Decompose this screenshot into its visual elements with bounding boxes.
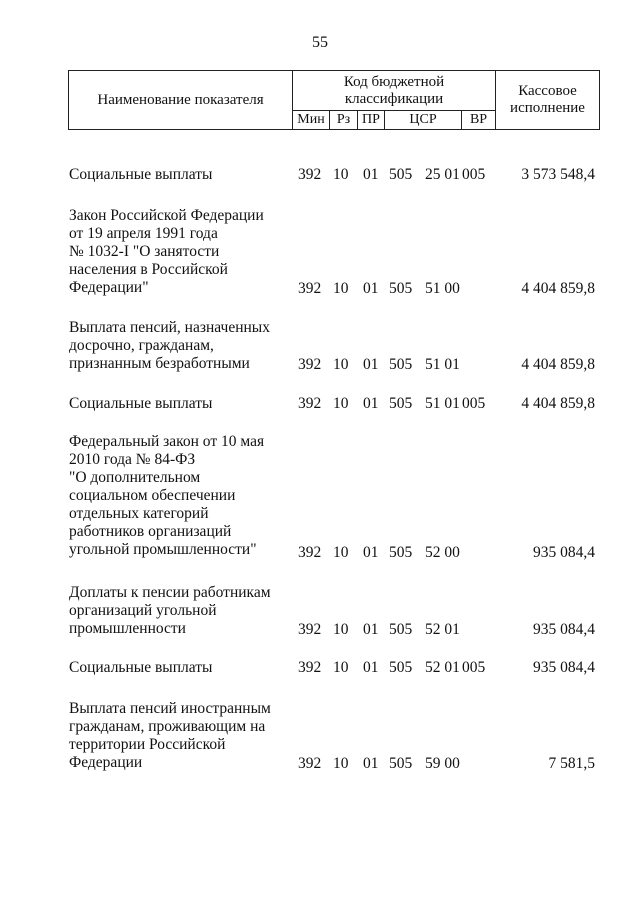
cell-amount: 4 404 859,8 — [521, 395, 595, 412]
cell-pr: 01 — [363, 755, 379, 772]
header-min: Мин — [292, 110, 330, 130]
cell-csr-suffix: 51 01 — [425, 356, 460, 373]
header-rz: Рз — [329, 110, 358, 130]
row-label: Выплата пенсий, назначенных досрочно, гражданам, признанным безработными — [69, 319, 270, 372]
cell-csr-prefix: 505 — [389, 395, 413, 412]
cell-min: 392 — [298, 395, 322, 412]
cell-rz: 10 — [333, 621, 349, 638]
header-vr: ВР — [461, 110, 496, 130]
row-label: Выплата пенсий иностранным гражданам, проживающим на территории Российской Федерации — [69, 700, 271, 771]
row-label: Закон Российской Федерации от 19 апреля 1991 года № 1032-I "О занятости населения в Российской Федерации" — [69, 207, 264, 296]
cell-amount: 4 404 859,8 — [521, 280, 595, 297]
cell-min: 392 — [298, 621, 322, 638]
cell-min: 392 — [298, 280, 322, 297]
header-budget-code: Код бюджетной классификации — [292, 70, 496, 111]
cell-csr-suffix: 59 00 — [425, 755, 460, 772]
cell-vr: 005 — [462, 659, 486, 676]
cell-amount: 3 573 548,4 — [521, 166, 595, 183]
cell-csr-prefix: 505 — [389, 621, 413, 638]
cell-vr: 005 — [462, 395, 486, 412]
cell-csr-suffix: 52 01 — [425, 621, 460, 638]
cell-pr: 01 — [363, 356, 379, 373]
cell-pr: 01 — [363, 621, 379, 638]
cell-amount: 935 084,4 — [533, 544, 595, 561]
cell-rz: 10 — [333, 544, 349, 561]
cell-min: 392 — [298, 659, 322, 676]
cell-min: 392 — [298, 356, 322, 373]
row-label: Социальные выплаты — [69, 659, 213, 676]
page-number: 55 — [312, 34, 328, 51]
cell-vr: 005 — [462, 166, 486, 183]
row-label: Доплаты к пенсии работникам организаций угольной промышленности — [69, 584, 271, 637]
cell-pr: 01 — [363, 395, 379, 412]
cell-rz: 10 — [333, 356, 349, 373]
cell-csr-prefix: 505 — [389, 356, 413, 373]
cell-csr-prefix: 505 — [389, 544, 413, 561]
header-csr: ЦСР — [384, 110, 462, 130]
cell-amount: 935 084,4 — [533, 621, 595, 638]
cell-min: 392 — [298, 755, 322, 772]
cell-csr-suffix: 51 00 — [425, 280, 460, 297]
row-label: Федеральный закон от 10 мая 2010 года № 84-ФЗ "О дополнительном социальном обеспечении отдельных категорий работников организаций угольной промышленности" — [69, 433, 265, 558]
cell-pr: 01 — [363, 659, 379, 676]
cell-rz: 10 — [333, 659, 349, 676]
cell-pr: 01 — [363, 544, 379, 561]
cell-min: 392 — [298, 544, 322, 561]
cell-amount: 935 084,4 — [533, 659, 595, 676]
row-label: Социальные выплаты — [69, 166, 213, 183]
cell-rz: 10 — [333, 755, 349, 772]
cell-pr: 01 — [363, 280, 379, 297]
cell-csr-prefix: 505 — [389, 280, 413, 297]
cell-csr-suffix: 51 01 — [425, 395, 460, 412]
cell-amount: 7 581,5 — [548, 755, 595, 772]
cell-rz: 10 — [333, 280, 349, 297]
header-pr: ПР — [357, 110, 385, 130]
header-cash-execution: Кассовое исполнение — [495, 70, 600, 130]
cell-csr-prefix: 505 — [389, 166, 413, 183]
header-indicator-name: Наименование показателя — [68, 70, 293, 130]
cell-amount: 4 404 859,8 — [521, 356, 595, 373]
cell-csr-prefix: 505 — [389, 755, 413, 772]
row-label: Социальные выплаты — [69, 395, 213, 412]
cell-pr: 01 — [363, 166, 379, 183]
cell-csr-suffix: 25 01 — [425, 166, 460, 183]
cell-min: 392 — [298, 166, 322, 183]
cell-csr-suffix: 52 00 — [425, 544, 460, 561]
cell-rz: 10 — [333, 395, 349, 412]
cell-rz: 10 — [333, 166, 349, 183]
cell-csr-suffix: 52 01 — [425, 659, 460, 676]
table-header — [68, 70, 600, 130]
cell-csr-prefix: 505 — [389, 659, 413, 676]
